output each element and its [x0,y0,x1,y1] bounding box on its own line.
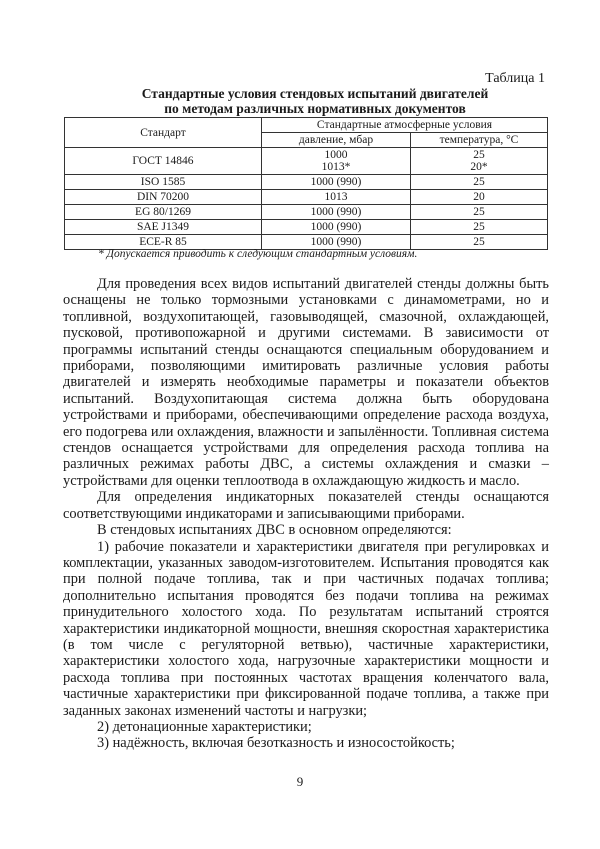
paragraph: Для определения индикаторных показателей стенды оснащаются соответствующими индикаторами и записывающими приборами. [63,489,549,522]
cell-pressure: 1000 (990) [262,220,411,235]
cell-pressure-line: 1000 [324,149,348,161]
page-number: 9 [296,774,304,789]
cell-temperature-line: 20* [470,161,488,173]
cell-pressure: 1000 (990) [262,235,411,250]
cell-temperature: 25 [411,175,548,190]
cell-standard: SAE J1349 [65,220,262,235]
cell-standard: EG 80/1269 [65,205,262,220]
table-label: Таблица 1 [485,71,545,86]
table-footnote: * Допускается приводить к следующим стандартным условиям. [98,248,418,260]
table-title-line-2: по методам различных нормативных документов [164,101,466,116]
cell-temperature: 25 [411,235,548,250]
cell-temperature: 25 [411,220,548,235]
cell-temperature: 20 [411,190,548,205]
paragraph: Для проведения всех видов испытаний двигателей стенды должны быть оснащены не только тормозными установками с динамометрами, но и топливной, воздухопитающей, газовыводящей, смазочной, охлаждающей, пусковой, противопожарной и другими системами. В зависимости от программы испытаний стенды оснащаются специальным оборудованием и приборами, позволяющими имитировать различные условия работы двигателей и измерять необходимые параметры и показатели объектов испытаний. Воздухопитающая система должна быть оборудована устройствами и приборами, обеспечивающими определение расхода воздуха, его подогрева или охлаждения, влажности и запылённости. Топливная система стендов оснащается устройствами для определения расхода топлива на различных режимах работы ДВС, а системы охлаждения и смазки – устройствами для оценки теплоотвода в охлаждающую жидкость и масло. [63,276,549,489]
table-title-line-1: Стандартные условия стендовых испытаний двигателей [141,86,489,101]
paragraph: 1) рабочие показатели и характеристики двигателя при регулировках и комплектации, указанных заводом-изготовителем. Испытания проводятся как при полной подаче топлива, так и при частичных подачах топлива; дополнительно испытания проводятся без подачи топлива на режимах принудительного холостого хода. По результатам испытаний строятся характеристики индикаторной мощности, внешняя скоростная характеристика (в том числе с регуляторной ветвью), частичные характеристики, характеристики холостого хода, нагрузочные характеристики мощности и расхода топлива при постоянных частотах вращения коленчатого вала, частичные характеристики при фиксированной подаче топлива, а также при заданных законах изменений частоты и нагрузки; [63,538,549,719]
cell-standard: ГОСТ 14846 [65,148,262,175]
table-row [65,175,548,190]
header-pressure: давление, мбар [262,133,411,148]
cell-pressure: 1000 (990) [262,205,411,220]
cell-standard: DIN 70200 [65,190,262,205]
table-row [65,220,548,235]
table-row [65,148,548,175]
cell-temperature [411,148,548,175]
table-header-row [65,118,548,133]
cell-pressure [262,148,411,175]
cell-pressure-line: 1013* [321,161,351,173]
cell-temperature: 25 [411,205,548,220]
table-title [80,86,550,116]
paragraph: В стендовых испытаниях ДВС в основном определяются: [97,522,452,539]
table-row [65,190,548,205]
cell-pressure: 1000 (990) [262,175,411,190]
cell-standard: ECE-R 85 [65,235,262,250]
paragraph: 3) надёжность, включая безотказность и износостойкость; [97,735,455,752]
header-atmo-conditions: Стандартные атмосферные условия [262,118,548,133]
table-row [65,205,548,220]
header-standard: Стандарт [65,118,262,148]
header-temperature: температура, °С [411,133,548,148]
cell-pressure: 1013 [262,190,411,205]
standards-table [64,117,548,250]
cell-temperature-line: 25 [473,149,485,161]
cell-standard: ISO 1585 [65,175,262,190]
paragraph: 2) детонационные характеристики; [97,718,312,735]
body-text [63,276,549,752]
